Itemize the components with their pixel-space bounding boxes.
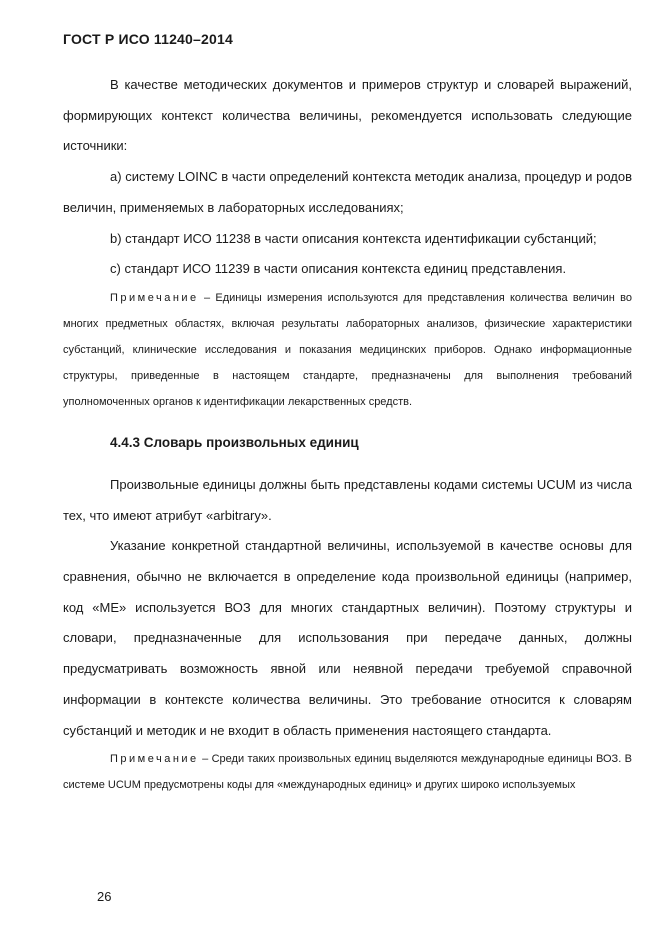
note-units-of-measurement bbox=[63, 285, 632, 415]
note-who-units bbox=[63, 746, 632, 798]
note-label: Примечание bbox=[110, 753, 199, 766]
note-label: Примечание bbox=[110, 291, 199, 304]
list-item-c: c) стандарт ИСО 11239 в части описания контекста единиц представления. bbox=[110, 261, 567, 277]
document-header: ГОСТ Р ИСО 11240–2014 bbox=[63, 31, 233, 47]
list-item-b: b) стандарт ИСО 11238 в части описания контекста идентификации субстанций; bbox=[110, 230, 597, 246]
paragraph-arbitrary-units: Произвольные единицы должны быть представлены кодами системы UCUM из числа тех, что имеют атрибут «arbitrary». bbox=[63, 476, 632, 523]
document-content bbox=[63, 31, 632, 798]
list-item-a: a) систему LOINC в части определений контекста методик анализа, процедур и родов величин, применяемых в лабораторных исследованиях; bbox=[63, 169, 632, 215]
paragraph-standard-value: Указание конкретной стандартной величины, используемой в качестве основы для сравнения, обычно не включается в определение кода произвольной единицы (например, код «МЕ» используется ВОЗ для многих стандартных величин). Поэтому структуры и словари, предназначенные для использования при передаче данных, должны предусматривать возможность явной или неявной передачи требуемой справочной информации в контексте количества величины. Это требование относится к словарям субстанций и методик и не входит в область применения настоящего стандарта. bbox=[63, 538, 632, 738]
note-text: – Единицы измерения используются для представления количества величин во многих предметных областях, включая результаты лабораторных анализов, физические характеристики субстанций, клинические исследования и показания медицинских приборов. Однако информационные структуры, приведенные в настоящем стандарте, предназначены для выполнения требований уполномоченных органов к идентификации лекарственных средств. bbox=[63, 291, 632, 408]
note-text: – Среди таких произвольных единиц выделяются международные единицы ВОЗ. В системе UCUM предусмотрены коды для «международных единиц» и других широко используемых bbox=[63, 753, 632, 792]
paragraph-intro: В качестве методических документов и примеров структур и словарей выражений, формирующих контекст количества величины, рекомендуется использовать следующие источники: bbox=[63, 77, 632, 154]
section-heading-4-4-3: 4.4.3 Словарь произвольных единиц bbox=[110, 434, 359, 450]
page-number: 26 bbox=[97, 889, 112, 904]
